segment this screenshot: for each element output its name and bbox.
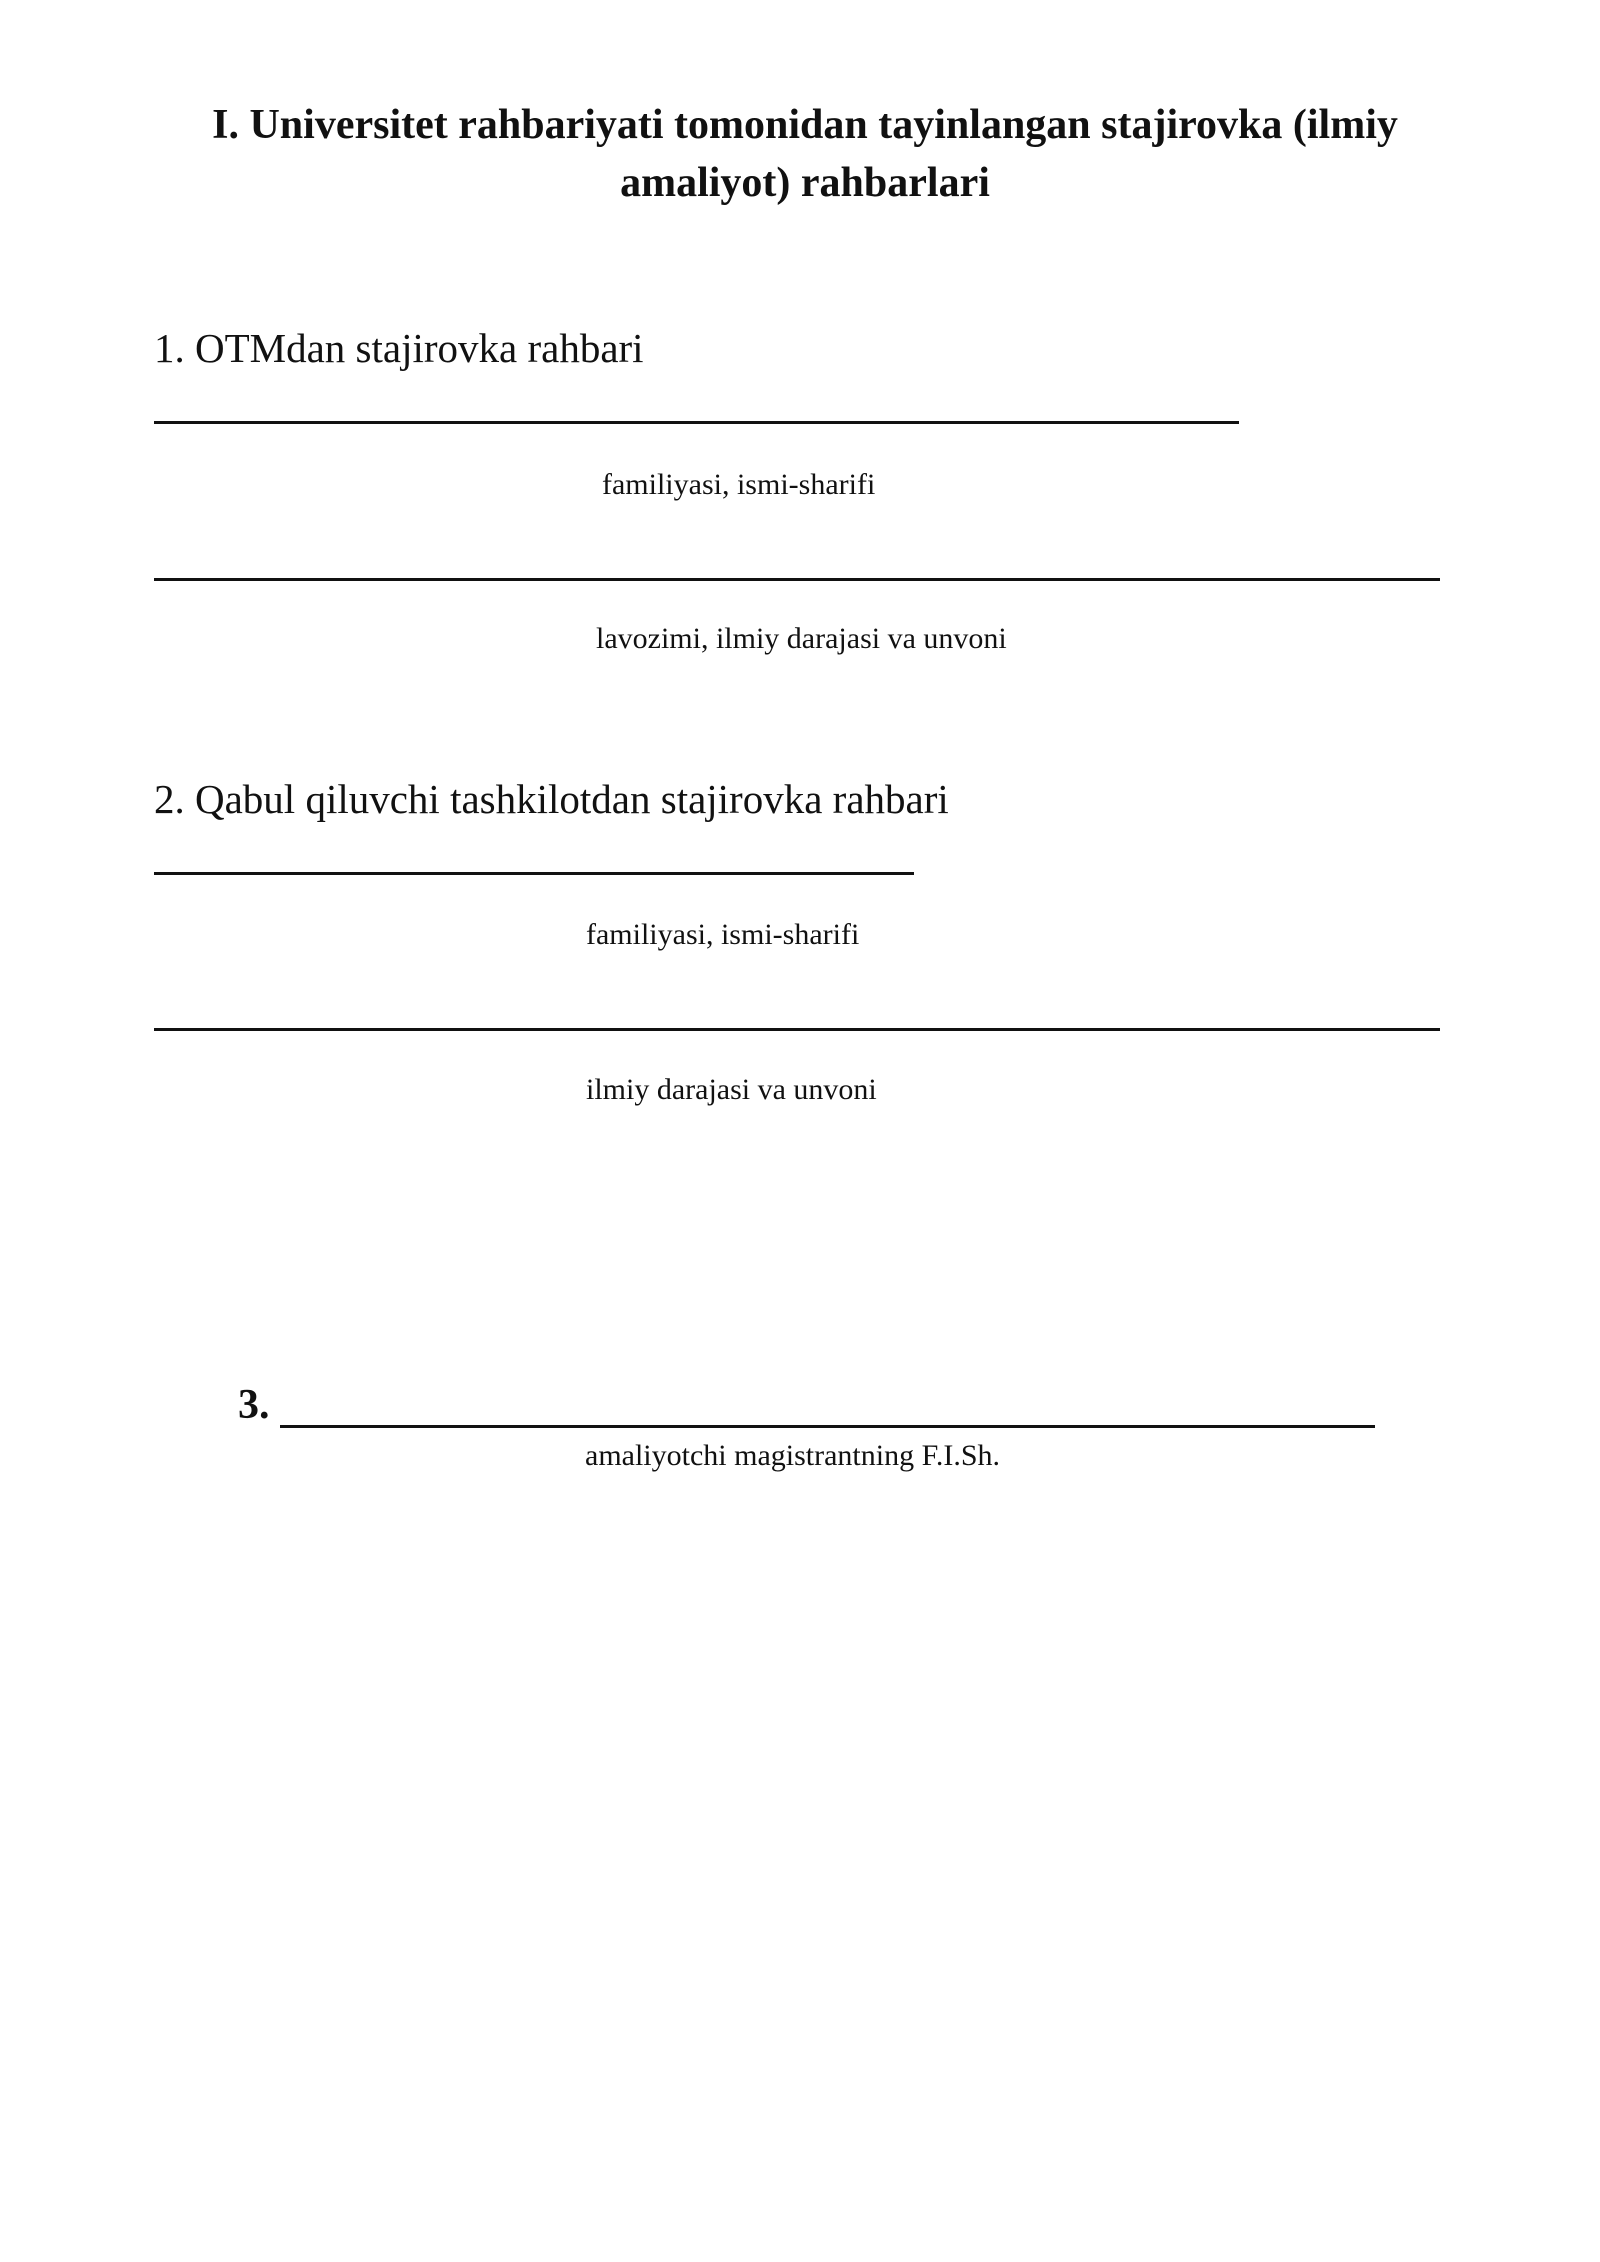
section-3-caption: amaliyotchi magistrantning F.I.Sh.	[585, 1439, 1001, 1472]
section-3-signature-line	[280, 1425, 1375, 1428]
section-1-title: 1. OTMdan stajirovka rahbari	[154, 325, 644, 371]
section-1-position-line	[154, 578, 1440, 581]
section-2-title: 2. Qabul qiluvchi tashkilotdan stajirovka rahbari	[154, 776, 949, 822]
section-2-degree-line	[154, 1028, 1440, 1031]
section-1-name-caption: familiyasi, ismi-sharifi	[602, 468, 876, 501]
section-1-position-caption: lavozimi, ilmiy darajasi va unvoni	[596, 622, 1007, 655]
section-2-degree-caption: ilmiy darajasi va unvoni	[586, 1073, 877, 1106]
section-1-name-line	[154, 421, 1239, 424]
page-heading: I. Universitet rahbariyati tomonidan tayinlangan stajirovka (ilmiy amaliyot) rahbarlari	[212, 102, 1398, 206]
section-2-name-line	[154, 872, 914, 875]
section-2-name-caption: familiyasi, ismi-sharifi	[586, 918, 860, 951]
section-3-number: 3.	[238, 1382, 270, 1428]
